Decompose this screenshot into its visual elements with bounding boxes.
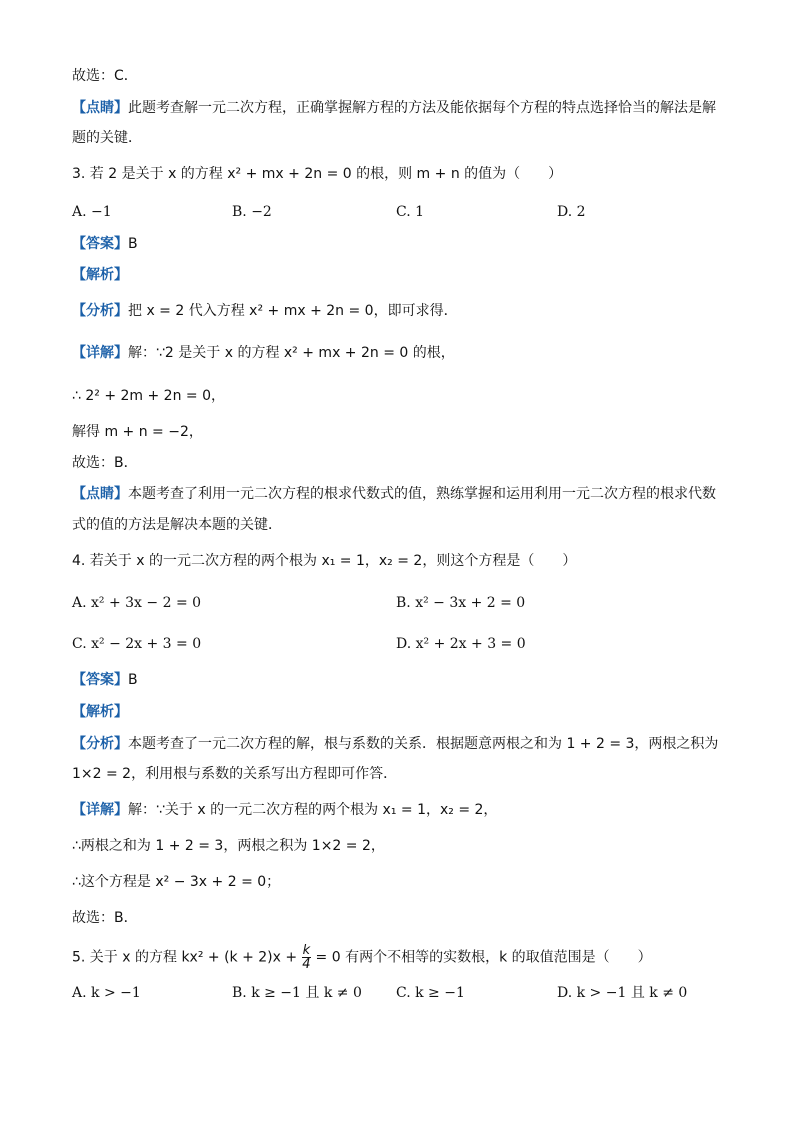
q5-option-c: C. k ≥ −1 [396, 985, 465, 1001]
question-4: 4. 若关于 x 的一元二次方程的两个根为 x₁ = 1，x₂ = 2，则这个方程是（ ） [72, 553, 577, 569]
comment-tag: 【点睛】 [72, 486, 128, 502]
q3-option-c: C. 1 [396, 204, 425, 220]
q5-option-a: A. k > −1 [72, 985, 141, 1001]
q4-xiangjie-4: 故选：B． [72, 910, 138, 926]
q3-analysis-heading [72, 265, 128, 285]
q4-xiangjie-1: 【详解】解：∵关于 x 的一元二次方程的两个根为 x₁ = 1，x₂ = 2， [72, 802, 498, 818]
q3-option-a: A. −1 [72, 204, 112, 220]
question-5: 5. 关于 x 的方程 kx² + (k + 2)x + $\frac{k}{4}$ = 0 有两个不相等的实数根，k 的取值范围是（ ） [72, 943, 652, 972]
q3-xiangjie-4: 故选：B． [72, 455, 138, 471]
xiangjie-tag: 【详解】 [72, 345, 128, 361]
fenxi-tag: 【分析】 [72, 303, 128, 319]
q4-xiangjie-3: ∴这个方程是 x² − 3x + 2 = 0； [72, 874, 281, 890]
prev-comment [72, 98, 716, 118]
fraction-k-over-4: $\frac{k}{4}$ [302, 943, 311, 972]
q3-xiangjie-3: 解得 m + n = −2， [72, 424, 203, 440]
q5-option-b: B. k ≥ −1 且 k ≠ 0 [232, 985, 362, 1001]
xiangjie-tag: 【详解】 [72, 802, 128, 818]
q4-option-c: C. x² − 2x + 3 = 0 [72, 636, 202, 652]
q4-answer [72, 670, 138, 690]
q4-analysis-heading [72, 702, 128, 722]
q4-option-b: B. x² − 3x + 2 = 0 [396, 595, 526, 611]
q3-comment-2: 式的值的方法是解决本题的关键． [72, 517, 282, 533]
answer-tag: 【答案】 [72, 236, 128, 252]
answer-value: B [128, 236, 138, 252]
q4-xiangjie-2: ∴两根之和为 1 + 2 = 3，两根之积为 1×2 = 2， [72, 838, 385, 854]
q3-xiangjie-1: 【详解】解：∵2 是关于 x 的方程 x² + mx + 2n = 0 的根， [72, 345, 455, 361]
q4-option-a: A. x² + 3x − 2 = 0 [72, 595, 202, 611]
q4-option-d: D. x² + 2x + 3 = 0 [396, 636, 526, 652]
question-3: 3. 若 2 是关于 x 的方程 x² + mx + 2n = 0 的根，则 m + n 的值为（ ） [72, 166, 563, 182]
fenxi-tag: 【分析】 [72, 736, 128, 752]
comment-tag: 【点睛】 [72, 100, 128, 116]
answer-tag: 【答案】 [72, 672, 128, 688]
q3-fenxi: 【分析】把 x = 2 代入方程 x² + mx + 2n = 0，即可求得． [72, 303, 458, 319]
q4-fenxi-1: 【分析】本题考查了一元二次方程的解，根与系数的关系．根据题意两根之和为 1 + 2 = 3，两根之积为 [72, 736, 719, 752]
q3-xiangjie-2: ∴ 2² + 2m + 2n = 0， [72, 388, 226, 404]
q4-fenxi-2: 1×2 = 2，利用根与系数的关系写出方程即可作答． [72, 766, 398, 782]
q3-option-b: B. −2 [232, 204, 272, 220]
analysis-tag: 【解析】 [72, 267, 128, 283]
comment-text: 此题考查解一元二次方程，正确掌握解方程的方法及能依据每个方程的特点选择恰当的解法是解 [128, 100, 716, 116]
answer-value: B [128, 672, 138, 688]
q3-option-d: D. 2 [557, 204, 586, 220]
analysis-tag: 【解析】 [72, 704, 128, 720]
q5-option-d: D. k > −1 且 k ≠ 0 [557, 985, 688, 1001]
prev-answer-choice: 故选：C． [72, 68, 138, 84]
q3-answer [72, 234, 138, 254]
q3-comment-1: 【点睛】本题考查了利用一元二次方程的根求代数式的值，熟练掌握和运用利用一元二次方程的根求代数 [72, 486, 716, 502]
prev-comment-cont: 题的关键． [72, 130, 142, 146]
